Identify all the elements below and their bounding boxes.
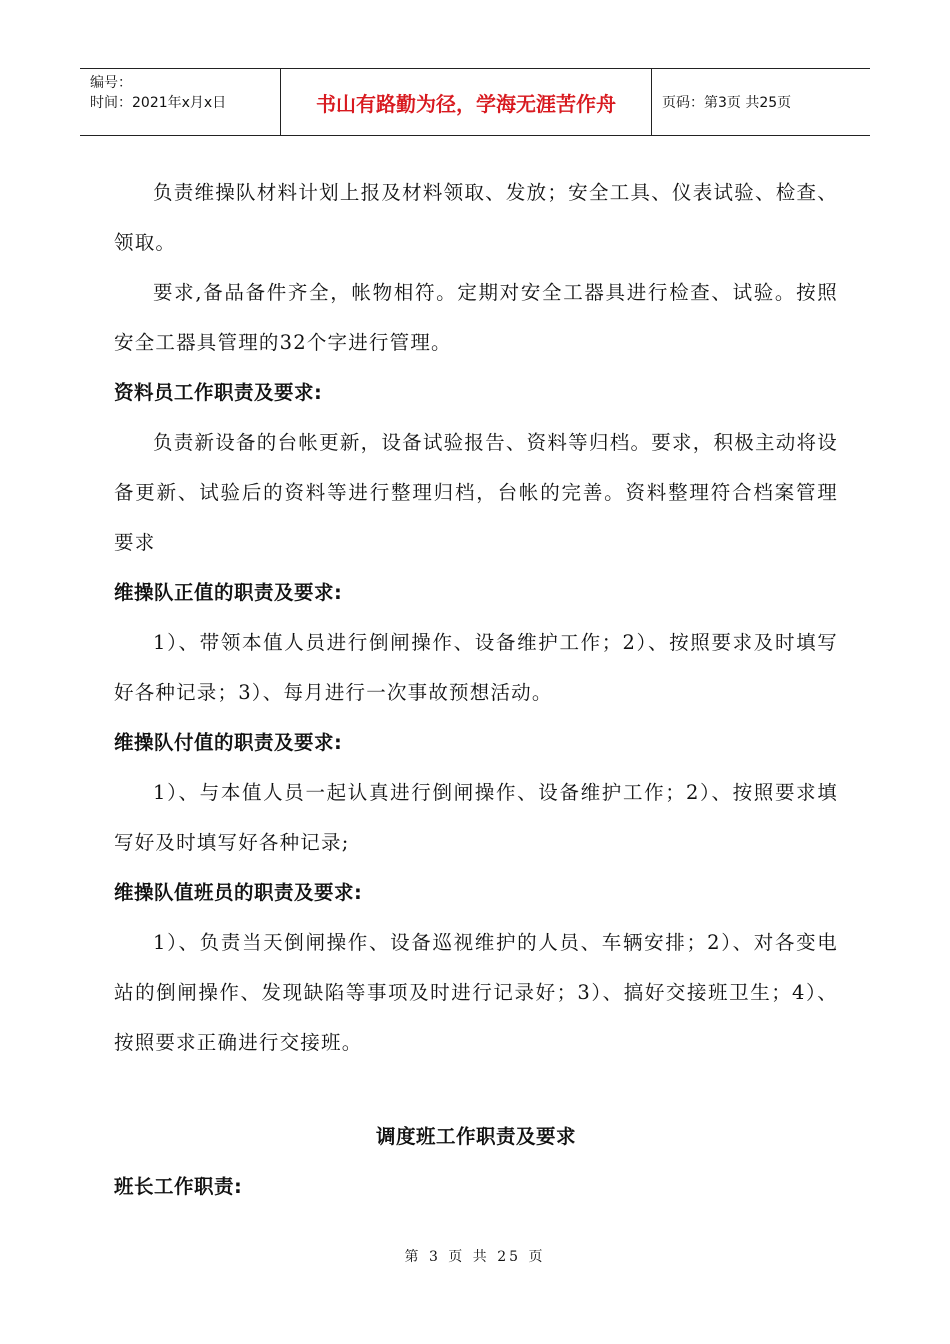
heading-archivist: 资料员工作职责及要求: xyxy=(114,381,323,404)
heading-main-duty: 维操队正值的职责及要求: xyxy=(114,581,343,604)
heading-duty-staff: 维操队值班员的职责及要求: xyxy=(114,881,363,904)
paragraph-duty-staff: 1）、负责当天倒闸操作、设备巡视维护的人员、车辆安排；2）、对各变电站的倒闸操作、发现缺陷等事项及时进行记录好；3）、搞好交接班卫生；4）、按照要求正确进行交接班。 xyxy=(114,931,838,1054)
number-label: 编号： xyxy=(90,75,132,91)
heading-deputy-duty: 维操队付值的职责及要求: xyxy=(114,731,343,754)
header-page-code: 页码：第3页 共25页 xyxy=(662,95,792,111)
paragraph-materials-requirements: 要求,备品备件齐全，帐物相符。定期对安全工器具进行检查、试验。按照安全工器具管理的32个字进行管理。 xyxy=(114,281,838,354)
paragraph-materials: 负责维操队材料计划上报及材料领取、发放；安全工具、仪表试验、检查、领取。 xyxy=(114,181,838,254)
heading-team-leader: 班长工作职责: xyxy=(114,1175,243,1198)
section-title: 调度班工作职责及要求 xyxy=(375,1125,576,1148)
paragraph-archivist: 负责新设备的台帐更新，设备试验报告、资料等归档。要求，积极主动将设备更新、试验后的资料等进行整理归档，台帐的完善。资料整理符合档案管理要求 xyxy=(114,431,838,554)
header-motto: 书山有路勤为径，学海无涯苦作舟 xyxy=(280,69,652,135)
paragraph-deputy-duty: 1）、与本值人员一起认真进行倒闸操作、设备维护工作；2）、按照要求填写好及时填写好各种记录; xyxy=(114,781,838,854)
document-body xyxy=(114,168,838,1212)
page-footer: 第 3 页 共 25 页 xyxy=(404,1249,546,1265)
time-label: 时间：2021年x月x日 xyxy=(90,95,227,111)
header-meta xyxy=(80,69,280,135)
section-spacer xyxy=(114,1068,838,1112)
paragraph-main-duty: 1）、带领本值人员进行倒闸操作、设备维护工作；2）、按照要求及时填写好各种记录；3）、每月进行一次事故预想活动。 xyxy=(114,631,838,704)
document-header xyxy=(80,68,870,136)
